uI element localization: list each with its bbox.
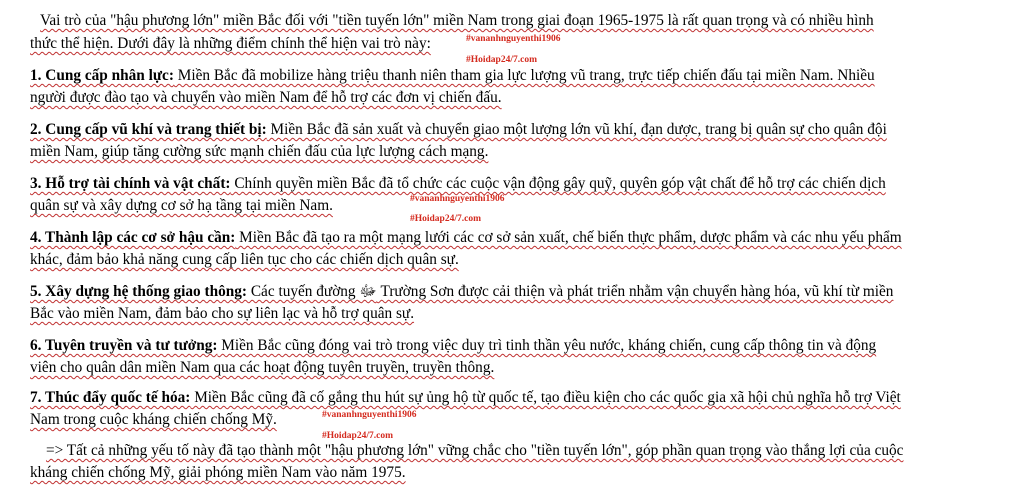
- point-3-text-1: Chính quyền miền Bắc đã tổ chức các cuộc vận động gây quỹ, quyên góp vật chất để hỗ trợ các chiến dịch: [230, 175, 886, 192]
- point-1-line-1: [30, 66, 875, 86]
- point-7-line-1: [30, 388, 901, 408]
- point-6-line-2: [30, 358, 494, 378]
- conclusion-line-1: [46, 441, 903, 461]
- point-4-line-1: [30, 228, 902, 248]
- conclusion-line-2: [30, 463, 406, 483]
- point-5-text-2: Bắc vào miền Nam, đảm bảo cho sự liên lạc và hỗ trợ quân sự.: [30, 305, 415, 322]
- point-2-text-2: miền Nam, giúp tăng cường sức mạnh chiến đấu của lực lượng cách mạng.: [30, 143, 489, 160]
- point-7-title: 7. Thúc đẩy quốc tế hóa:: [30, 389, 191, 406]
- point-4-text-1: Miền Bắc đã tạo ra một mạng lưới các cơ sở sản xuất, chế biến thực phẩm, dược phẩm và các nhu yếu phẩm: [235, 229, 902, 246]
- point-5-line-2: [30, 304, 414, 324]
- point-7-text-2: Nam trong cuộc kháng chiến chống Mỹ.: [30, 411, 277, 428]
- intro-line-2: [30, 34, 431, 54]
- point-2-line-2: [30, 142, 488, 162]
- watermark-user: #vananhnguyenthi1906: [466, 34, 561, 44]
- point-4-line-2: [30, 250, 459, 270]
- intro-text-1: Vai trò của "hậu phương lớn" miền Bắc đối với "tiền tuyến lớn" miền Nam trong giai đoạn 1965-1975 là rất quan trọng và có nhiều hình: [40, 12, 874, 29]
- intro-line-1: [40, 11, 874, 31]
- point-7-text-1: Miền Bắc cũng đã cố gắng thu hút sự ủng hộ từ quốc tế, tạo điều kiện cho các quốc gia xã hội chủ nghĩa hỗ trợ Việt: [190, 389, 901, 406]
- point-2-title: 2. Cung cấp vũ khí và trang thiết bị:: [30, 121, 267, 138]
- point-2-text-1: Miền Bắc đã sản xuất và chuyển giao một lượng lớn vũ khí, đạn dược, trang bị quân sự cho quân đội: [266, 121, 887, 138]
- point-3-line-2: [30, 196, 333, 216]
- point-1-line-2: [30, 88, 502, 108]
- point-7-line-2: [30, 410, 277, 430]
- point-3-line-1: [30, 174, 886, 194]
- conclusion-text-2: kháng chiến chống Mỹ, giải phóng miền Nam vào năm 1975.: [30, 464, 406, 481]
- point-6-text-1: Miền Bắc cũng đóng vai trò trong việc duy trì tinh thần yêu nước, kháng chiến, cung cấp thông tin và động: [217, 337, 877, 354]
- point-4-title: 4. Thành lập các cơ sở hậu cần:: [30, 229, 236, 246]
- point-2-line-1: [30, 120, 887, 140]
- point-6-title: 6. Tuyên truyền và tư tưởng:: [30, 337, 218, 354]
- intro-text-2: thức thể hiện. Dưới đây là những điểm chính thể hiện vai trò này:: [30, 35, 431, 52]
- point-1-text-2: người được đào tạo và chuyển vào miền Nam để hỗ trợ các đơn vị chiến đấu.: [30, 89, 502, 106]
- watermark-site-2: #Hoidap24/7.com: [410, 214, 481, 224]
- watermark-user-3: #vananhnguyenthi1906: [322, 410, 417, 420]
- point-1-text-1: Miền Bắc đã mobilize hàng triệu thanh niên tham gia lực lượng vũ trang, trực tiếp chiến đấu tại miền Nam. Nhiều: [173, 67, 875, 84]
- watermark-user-2: #vananhnguyenthi1906: [410, 194, 505, 204]
- point-5-text-1: Các tuyến đường ﷻ Trường Sơn được cải thiện và phát triển nhằm vận chuyển hàng hóa, vũ khí từ miền: [247, 283, 894, 300]
- point-6-text-2: viên cho quân dân miền Nam qua các hoạt động tuyên truyền, truyền thông.: [30, 359, 495, 376]
- point-6-line-1: [30, 336, 876, 356]
- point-5-title: 5. Xây dựng hệ thống giao thông:: [30, 283, 248, 300]
- point-1-title: 1. Cung cấp nhân lực:: [30, 67, 174, 84]
- point-4-text-2: khác, đảm bảo khả năng cung cấp liên tục cho các chiến dịch quân sự.: [30, 251, 459, 268]
- watermark-site-3: #Hoidap24/7.com: [322, 431, 393, 441]
- watermark-site: #Hoidap24/7.com: [466, 55, 537, 65]
- point-5-line-1: [30, 282, 893, 302]
- conclusion-text-1: => Tất cả những yếu tố này đã tạo thành một "hậu phương lớn" vững chắc cho "tiền tuyến lớn", góp phần quan trọng vào thắng lợi của cuộc: [46, 442, 904, 459]
- point-3-title: 3. Hỗ trợ tài chính và vật chất:: [30, 175, 231, 192]
- point-3-text-2: quân sự và xây dựng cơ sở hạ tầng tại miền Nam.: [30, 197, 333, 214]
